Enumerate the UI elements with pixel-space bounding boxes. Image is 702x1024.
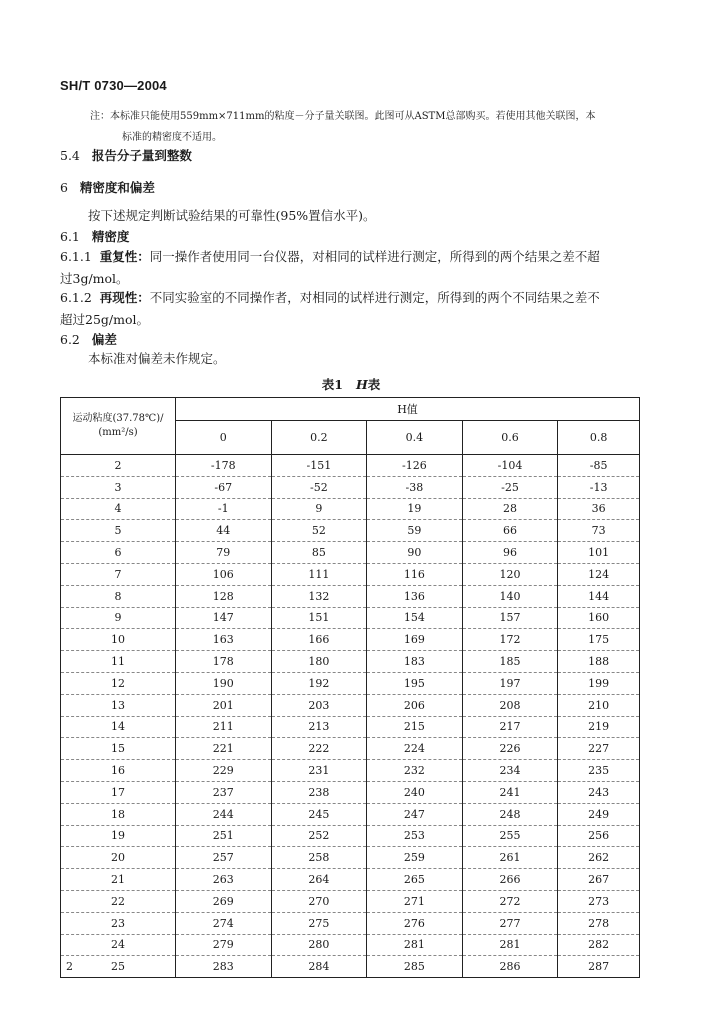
viscosity-cell: 12 (61, 672, 176, 694)
column-header-h-0: 0 (176, 421, 272, 455)
h-value-cell: 73 (558, 520, 640, 542)
h-value-cell: 247 (367, 803, 463, 825)
section-title: 偏差 (91, 332, 117, 347)
h-value-cell: 243 (558, 781, 640, 803)
viscosity-cell: 22 (61, 890, 176, 912)
h-value-cell: 217 (462, 716, 558, 738)
h-value-cell: 120 (462, 563, 558, 585)
h-value-cell: 227 (558, 738, 640, 760)
viscosity-cell: 9 (61, 607, 176, 629)
table-row (61, 607, 640, 629)
table-row (61, 476, 640, 498)
clause-label: 重复性： (99, 249, 150, 264)
table-row (61, 498, 640, 520)
h-value-cell: -85 (558, 455, 640, 477)
h-value-cell: 96 (462, 542, 558, 564)
h-value-cell: 180 (271, 651, 367, 673)
column-header-h-0.4: 0.4 (367, 421, 463, 455)
clause-text-cont: 超过25g/mol。 (60, 312, 149, 327)
h-value-cell: 234 (462, 760, 558, 782)
h-value-cell: 210 (558, 694, 640, 716)
table-row (61, 542, 640, 564)
caption-suffix: 表 (367, 377, 381, 392)
h-value-cell: 280 (271, 934, 367, 956)
h-value-cell: 52 (271, 520, 367, 542)
column-header-h-0.8: 0.8 (558, 421, 640, 455)
viscosity-cell: 5 (61, 520, 176, 542)
h-value-cell: 151 (271, 607, 367, 629)
h-value-cell: 274 (176, 912, 272, 934)
h-value-cell: 206 (367, 694, 463, 716)
h-value-cell: 248 (462, 803, 558, 825)
h-value-cell: 172 (462, 629, 558, 651)
h-value-cell: 178 (176, 651, 272, 673)
h-value-cell: 279 (176, 934, 272, 956)
h-value-cell: 267 (558, 869, 640, 891)
column-header-h-0.2: 0.2 (271, 421, 367, 455)
section-6-intro: 按下述规定判断试验结果的可靠性(95%置信水平)。 (88, 208, 376, 223)
viscosity-cell: 14 (61, 716, 176, 738)
h-value-table (60, 397, 640, 978)
column-header-h-0.6: 0.6 (462, 421, 558, 455)
h-value-cell: 253 (367, 825, 463, 847)
h-value-cell: 284 (271, 956, 367, 978)
h-value-cell: -1 (176, 498, 272, 520)
viscosity-cell: 2 (61, 455, 176, 477)
h-value-cell: 270 (271, 890, 367, 912)
table-row (61, 890, 640, 912)
note-block (90, 106, 650, 148)
h-value-cell: 169 (367, 629, 463, 651)
table-row (61, 694, 640, 716)
h-value-cell: 261 (462, 847, 558, 869)
h-value-cell: 235 (558, 760, 640, 782)
table-row (61, 563, 640, 585)
viscosity-cell: 13 (61, 694, 176, 716)
h-value-cell: 222 (271, 738, 367, 760)
h-value-cell: 213 (271, 716, 367, 738)
section-number: 5.4 (60, 148, 80, 163)
table-row (61, 455, 640, 477)
h-value-cell: 90 (367, 542, 463, 564)
h-value-cell: 272 (462, 890, 558, 912)
h-value-cell: 128 (176, 585, 272, 607)
h-value-cell: 215 (367, 716, 463, 738)
h-value-cell: 197 (462, 672, 558, 694)
row-header-line-1: 运动粘度(37.78℃)/ (72, 413, 164, 424)
table-row (61, 869, 640, 891)
clause-label: 再现性： (99, 290, 150, 305)
h-value-cell: 157 (462, 607, 558, 629)
section-6-1-1 (60, 246, 640, 290)
h-value-cell: 281 (367, 934, 463, 956)
h-value-cell: 265 (367, 869, 463, 891)
h-value-cell: 9 (271, 498, 367, 520)
viscosity-cell: 23 (61, 912, 176, 934)
standard-code: SH/T 0730—2004 (60, 78, 167, 93)
h-value-cell: 28 (462, 498, 558, 520)
h-value-cell: 19 (367, 498, 463, 520)
viscosity-cell: 3 (61, 476, 176, 498)
table-row (61, 781, 640, 803)
h-value-cell: 281 (462, 934, 558, 956)
h-value-cell: 66 (462, 520, 558, 542)
note-line-1: 注：本标准只能使用559mm×711mm的粘度－分子量关联图。此图可从ASTM总部购买。若使用其他关联图，本 (90, 111, 596, 122)
h-value-cell: 226 (462, 738, 558, 760)
h-value-cell: 208 (462, 694, 558, 716)
h-value-cell: 245 (271, 803, 367, 825)
h-value-cell: 276 (367, 912, 463, 934)
h-value-cell: 160 (558, 607, 640, 629)
viscosity-cell: 21 (61, 869, 176, 891)
section-6-2 (60, 330, 117, 348)
h-value-cell: 116 (367, 563, 463, 585)
note-line-2: 标准的精密度不适用。 (122, 132, 222, 143)
section-6-2-text: 本标准对偏差未作规定。 (88, 351, 226, 366)
section-title: 精密度和偏差 (79, 180, 155, 195)
h-value-cell: 79 (176, 542, 272, 564)
row-header-viscosity (61, 398, 176, 455)
h-value-cell: 154 (367, 607, 463, 629)
h-value-cell: 188 (558, 651, 640, 673)
h-value-cell: 286 (462, 956, 558, 978)
clause-text: 同一操作者使用同一台仪器，对相同的试样进行测定，所得到的两个结果之差不超 (149, 249, 600, 264)
table-row (61, 716, 640, 738)
table-row (61, 825, 640, 847)
caption-number: 表1 (321, 377, 343, 392)
h-value-cell: 271 (367, 890, 463, 912)
h-value-cell: 237 (176, 781, 272, 803)
h-value-cell: 238 (271, 781, 367, 803)
h-value-cell: 287 (558, 956, 640, 978)
table-row (61, 956, 640, 978)
h-value-cell: 132 (271, 585, 367, 607)
h-value-cell: 283 (176, 956, 272, 978)
caption-variable: H (355, 377, 368, 392)
h-value-cell: 219 (558, 716, 640, 738)
h-value-cell: 256 (558, 825, 640, 847)
h-value-cell: 124 (558, 563, 640, 585)
h-value-cell: 252 (271, 825, 367, 847)
h-value-cell: 269 (176, 890, 272, 912)
viscosity-cell: 11 (61, 651, 176, 673)
table-row (61, 803, 640, 825)
h-value-cell: 259 (367, 847, 463, 869)
h-value-cell: 190 (176, 672, 272, 694)
h-value-cell: 285 (367, 956, 463, 978)
table-row (61, 520, 640, 542)
h-value-cell: 163 (176, 629, 272, 651)
h-value-cell: 277 (462, 912, 558, 934)
h-value-cell: 263 (176, 869, 272, 891)
viscosity-cell: 24 (61, 934, 176, 956)
h-value-cell: 140 (462, 585, 558, 607)
table-body (61, 455, 640, 978)
h-value-cell: 275 (271, 912, 367, 934)
viscosity-cell: 25 (61, 956, 176, 978)
h-value-cell: -178 (176, 455, 272, 477)
table-row (61, 760, 640, 782)
h-value-cell: 144 (558, 585, 640, 607)
h-value-cell: 258 (271, 847, 367, 869)
viscosity-cell: 7 (61, 563, 176, 585)
viscosity-cell: 19 (61, 825, 176, 847)
viscosity-cell: 8 (61, 585, 176, 607)
viscosity-cell: 10 (61, 629, 176, 651)
h-value-cell: -38 (367, 476, 463, 498)
h-value-cell: 266 (462, 869, 558, 891)
h-value-cell: 195 (367, 672, 463, 694)
h-value-cell: -52 (271, 476, 367, 498)
h-value-cell: 244 (176, 803, 272, 825)
h-value-cell: 229 (176, 760, 272, 782)
section-6-1 (60, 227, 129, 245)
h-value-cell: -104 (462, 455, 558, 477)
h-value-cell: 185 (462, 651, 558, 673)
h-value-header: H值 (176, 398, 640, 421)
h-value-cell: 166 (271, 629, 367, 651)
h-value-cell: 106 (176, 563, 272, 585)
h-value-cell: -13 (558, 476, 640, 498)
h-value-cell: 224 (367, 738, 463, 760)
h-value-cell: 251 (176, 825, 272, 847)
section-number: 6.1.2 (60, 290, 92, 305)
section-5-4 (60, 146, 192, 164)
h-value-cell: 278 (558, 912, 640, 934)
h-value-cell: 282 (558, 934, 640, 956)
h-value-cell: 273 (558, 890, 640, 912)
h-value-cell: -67 (176, 476, 272, 498)
h-value-cell: 183 (367, 651, 463, 673)
viscosity-cell: 18 (61, 803, 176, 825)
h-value-cell: 257 (176, 847, 272, 869)
h-value-cell: 59 (367, 520, 463, 542)
row-header-line-2: (mm²/s) (98, 427, 138, 438)
h-value-cell: 232 (367, 760, 463, 782)
table-row (61, 651, 640, 673)
section-title: 报告分子量到整数 (91, 148, 192, 163)
h-value-cell: 136 (367, 585, 463, 607)
viscosity-cell: 6 (61, 542, 176, 564)
table-row (61, 912, 640, 934)
h-value-cell: 262 (558, 847, 640, 869)
section-number: 6.2 (60, 332, 80, 347)
table-row (61, 847, 640, 869)
h-value-cell: 255 (462, 825, 558, 847)
h-value-cell: 264 (271, 869, 367, 891)
h-value-cell: 231 (271, 760, 367, 782)
h-value-cell: 199 (558, 672, 640, 694)
section-6 (60, 178, 155, 196)
h-value-cell: 240 (367, 781, 463, 803)
table-row (61, 672, 640, 694)
h-value-cell: 101 (558, 542, 640, 564)
viscosity-cell: 17 (61, 781, 176, 803)
h-value-cell: 44 (176, 520, 272, 542)
h-value-cell: 36 (558, 498, 640, 520)
clause-text: 不同实验室的不同操作者，对相同的试样进行测定，所得到的两个不同结果之差不 (149, 290, 600, 305)
h-value-cell: 147 (176, 607, 272, 629)
viscosity-cell: 20 (61, 847, 176, 869)
clause-text-cont: 过3g/mol。 (60, 271, 129, 286)
section-number: 6.1.1 (60, 249, 92, 264)
section-number: 6.1 (60, 229, 80, 244)
h-value-cell: 175 (558, 629, 640, 651)
viscosity-cell: 15 (61, 738, 176, 760)
page-number: 2 (66, 960, 73, 973)
table-caption (0, 375, 702, 393)
section-number: 6 (60, 180, 68, 195)
h-value-cell: 249 (558, 803, 640, 825)
table-row (61, 934, 640, 956)
table-row (61, 629, 640, 651)
h-value-cell: -126 (367, 455, 463, 477)
h-value-cell: -25 (462, 476, 558, 498)
table-row (61, 585, 640, 607)
h-value-cell: 192 (271, 672, 367, 694)
table-row (61, 738, 640, 760)
h-value-cell: -151 (271, 455, 367, 477)
section-6-1-2 (60, 287, 640, 331)
h-value-cell: 111 (271, 563, 367, 585)
h-value-cell: 85 (271, 542, 367, 564)
viscosity-cell: 4 (61, 498, 176, 520)
h-value-cell: 241 (462, 781, 558, 803)
h-value-cell: 201 (176, 694, 272, 716)
h-value-cell: 203 (271, 694, 367, 716)
h-value-cell: 221 (176, 738, 272, 760)
section-title: 精密度 (91, 229, 130, 244)
viscosity-cell: 16 (61, 760, 176, 782)
h-value-cell: 211 (176, 716, 272, 738)
